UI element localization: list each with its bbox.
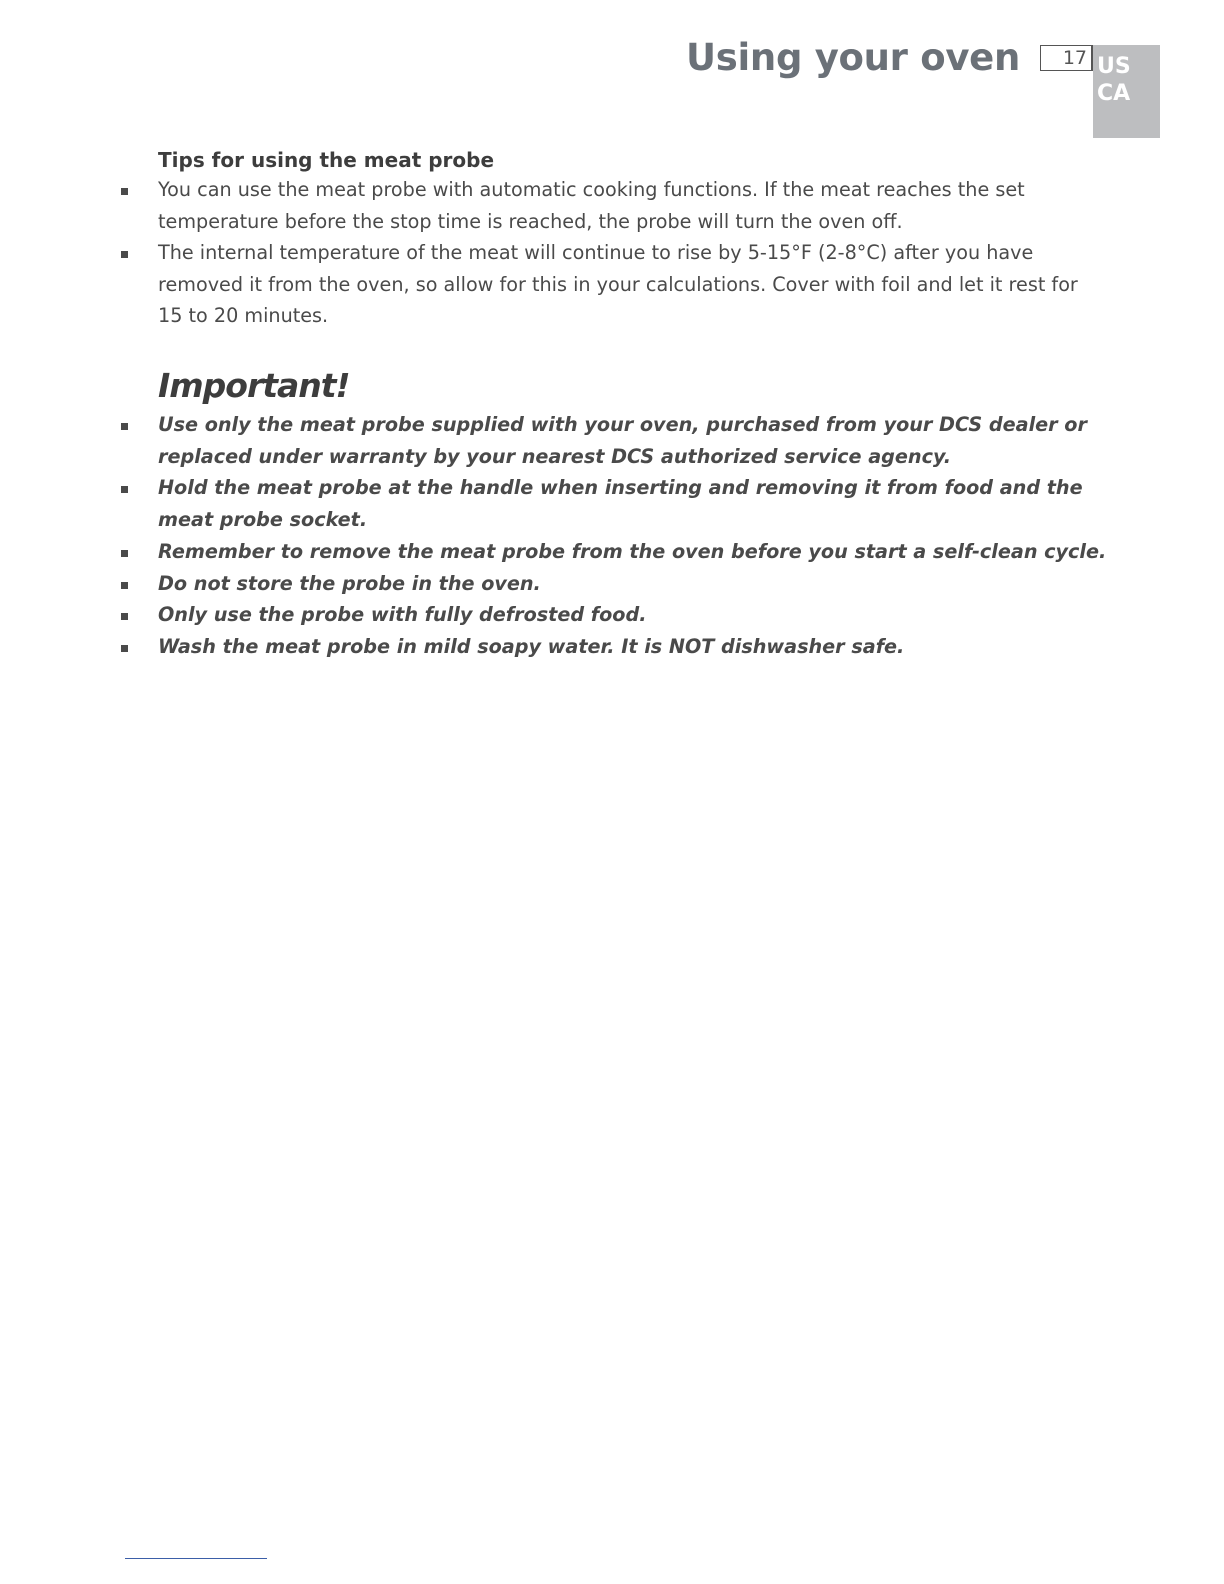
important-heading: Important! <box>158 366 350 405</box>
important-item <box>115 631 1115 663</box>
page-title: Using your oven <box>686 36 1020 79</box>
tip-item <box>115 174 1105 237</box>
bullet-icon <box>121 188 128 195</box>
tip-item <box>115 237 1105 332</box>
locale-us: US <box>1097 54 1131 79</box>
tips-heading: Tips for using the meat probe <box>158 148 495 172</box>
tip-text: You can use the meat probe with automatic cooking functions. If the meat reaches the set temperature before the stop time is reached, the probe will turn the oven off. <box>158 178 1025 233</box>
important-text: Use only the meat probe supplied with your oven, purchased from your DCS dealer or replaced under warranty by your nearest DCS authorized service agency. <box>158 413 1087 468</box>
bullet-icon <box>121 582 128 589</box>
locale-tab <box>1093 45 1160 138</box>
important-text: Do not store the probe in the oven. <box>158 571 541 595</box>
footer-divider <box>125 1558 267 1559</box>
important-item <box>115 568 1115 600</box>
locale-ca: CA <box>1097 81 1131 106</box>
bullet-icon <box>121 486 128 493</box>
bullet-icon <box>121 550 128 557</box>
important-text: Wash the meat probe in mild soapy water. It is NOT dishwasher safe. <box>158 634 905 658</box>
bullet-icon <box>121 423 128 430</box>
bullet-icon <box>121 645 128 652</box>
bullet-icon <box>121 251 128 258</box>
important-text: Only use the probe with fully defrosted food. <box>158 603 647 627</box>
bullet-icon <box>121 613 128 620</box>
tip-text: The internal temperature of the meat will continue to rise by 5-15°F (2-8°C) after you have removed it from the oven, so allow for this in your calculations. Cover with foil and let it rest for 15 to 20 minutes. <box>158 241 1078 328</box>
important-item <box>115 409 1115 472</box>
important-item <box>115 536 1115 568</box>
important-text: Hold the meat probe at the handle when inserting and removing it from food and the meat probe socket. <box>158 476 1083 532</box>
important-text: Remember to remove the meat probe from the oven before you start a self-clean cycle. <box>158 539 1107 563</box>
page-number: 17 <box>1040 45 1093 71</box>
important-list <box>115 409 1115 663</box>
tips-list <box>115 174 1105 332</box>
important-item <box>115 472 1115 535</box>
important-item <box>115 599 1115 631</box>
